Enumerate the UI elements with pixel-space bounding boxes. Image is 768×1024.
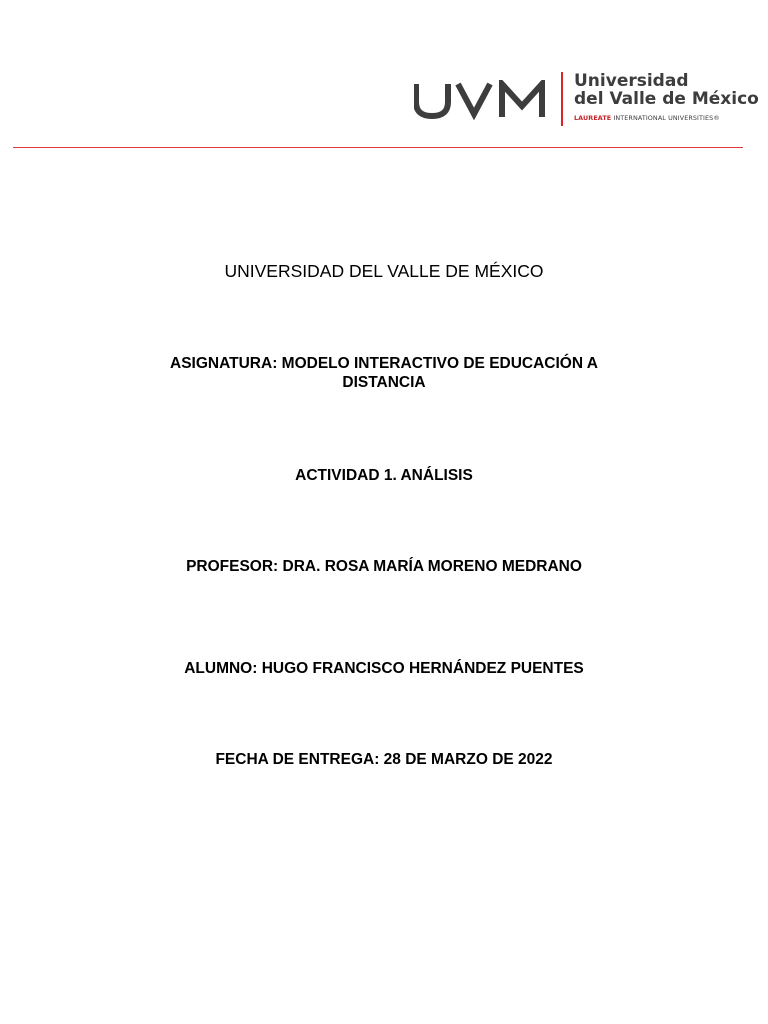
professor-line: PROFESOR: DRA. ROSA MARÍA MORENO MEDRANO bbox=[186, 558, 582, 575]
uvm-logo-mark bbox=[414, 80, 550, 120]
logo-tagline bbox=[574, 114, 720, 122]
logo-tagline-rest: INTERNATIONAL UNIVERSITIES® bbox=[611, 114, 720, 122]
uvm-logo bbox=[414, 70, 759, 128]
subject-line-2: DISTANCIA bbox=[342, 374, 426, 391]
student-line: ALUMNO: HUGO FRANCISCO HERNÁNDEZ PUENTES bbox=[184, 660, 584, 677]
header-rule bbox=[13, 147, 743, 148]
activity-title: ACTIVIDAD 1. ANÁLISIS bbox=[295, 467, 473, 484]
logo-name-line1: Universidad bbox=[574, 71, 689, 91]
university-title: UNIVERSIDAD DEL VALLE DE MÉXICO bbox=[224, 261, 544, 281]
logo-divider bbox=[561, 72, 563, 126]
logo-tagline-bold: LAUREATE bbox=[574, 114, 612, 122]
subject-line-1: ASIGNATURA: MODELO INTERACTIVO DE EDUCACIÓN A bbox=[170, 355, 598, 372]
due-date-line: FECHA DE ENTREGA: 28 DE MARZO DE 2022 bbox=[215, 751, 553, 768]
logo-name-line2: del Valle de México bbox=[574, 89, 759, 109]
